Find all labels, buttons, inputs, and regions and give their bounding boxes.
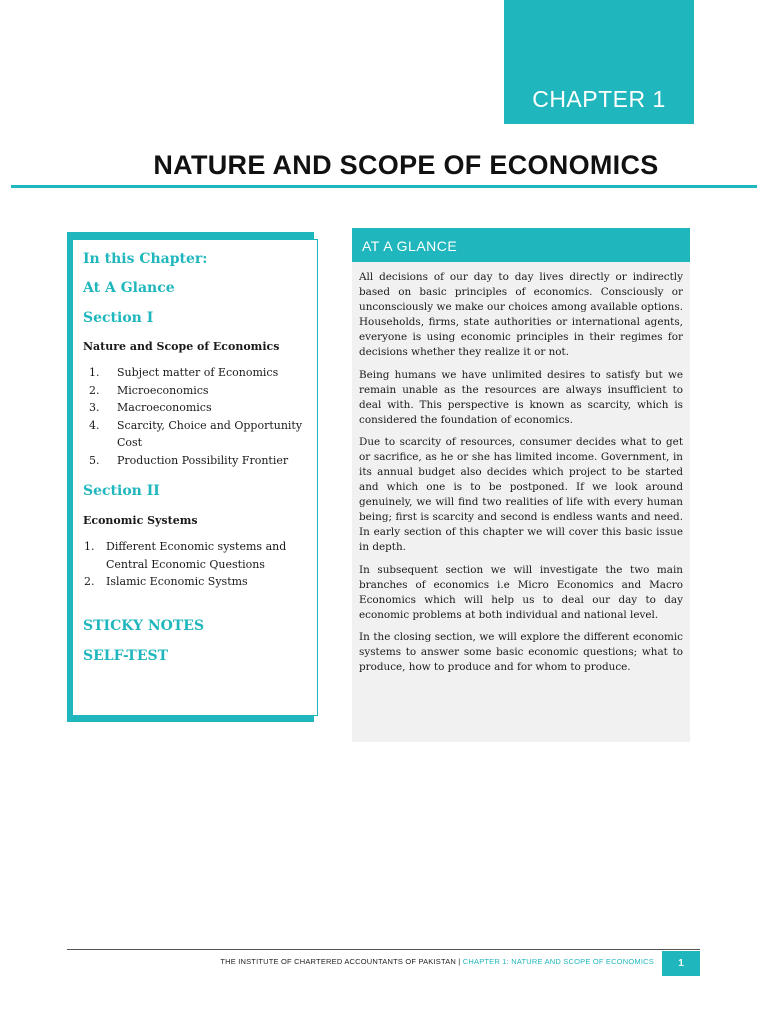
glance-paragraph: In subsequent section we will investigate the two main branches of economics i.e Micro Economics and Macro Economics which will help us to deal our day to day economic problems at both individual and national level. [359,563,683,621]
item-number: 2. [89,383,100,397]
list-item[interactable] [84,538,314,573]
title-divider [11,185,757,188]
footer-chapter-ref: CHAPTER 1: NATURE AND SCOPE OF ECONOMICS [462,957,654,966]
glance-paragraph: All decisions of our day to day lives directly or indirectly based on basic principles of economics. Consciously or unconsciously we make our choices among available options. Households, firms, state authorities or international agents, everyone is using economic principles in their regimes for decisions whether they realize it or not. [359,271,683,358]
contents-section-2[interactable]: Section II [83,483,160,499]
item-number: 2. [84,575,95,588]
list-item[interactable] [84,573,314,591]
section-2-list [84,538,314,591]
item-label: Macroeconomics [117,401,212,414]
chapter-title: NATURE AND SCOPE OF ECONOMICS [153,150,659,180]
at-a-glance-header [352,228,690,262]
list-item[interactable] [89,417,309,452]
item-label: Islamic Economic Systms [106,575,248,588]
glance-paragraph: Due to scarcity of resources, consumer decides what to get or sacrifice, as he or she has limited income. Government, in its annual budget also decides which project to be started and which one is to be postponed. If we look around genuinely, we will find two realities of life with every human being; first is scarcity and second is endless wants and need. In early section of this chapter we will cover this basic issue in depth. [359,436,683,553]
chapter-tab [504,0,694,124]
section-1-subheading: Nature and Scope of Economics [83,340,280,353]
list-item[interactable] [89,382,309,400]
item-number: 5. [89,453,100,467]
list-item[interactable] [89,399,309,417]
item-number: 4. [89,418,100,432]
section-2-subheading: Economic Systems [83,514,198,527]
page-number: 1 [662,951,700,976]
glance-paragraph: In the closing section, we will explore the different economic systems to answer some basic economic questions; what to produce, how to produce and for whom to produce. [359,631,683,673]
contents-self-test[interactable]: SELF-TEST [83,648,169,664]
item-label: Different Economic systems and [106,540,287,553]
footer-caption [220,957,654,966]
list-item[interactable] [89,452,309,470]
item-number: 1. [89,366,100,379]
contents-at-a-glance[interactable]: At A Glance [83,280,175,296]
contents-heading: In this Chapter: [83,251,208,267]
at-a-glance-body [359,270,683,683]
item-label-continued: Central Economic Questions [106,557,265,571]
glance-paragraph: Being humans we have unlimited desires to satisfy but we remain unable as the resources are always insufficient to deal with. This perspective is known as scarcity, which is considered the foundation of economics. [359,368,683,426]
list-item[interactable] [89,364,309,382]
chapter-label: CHAPTER 1 [532,86,666,112]
item-number: 1. [84,540,95,553]
contents-sticky-notes[interactable]: STICKY NOTES [83,618,205,634]
item-label: Subject matter of Economics [117,366,279,379]
footer-institute: THE INSTITUTE OF CHARTERED ACCOUNTANTS OF PAKISTAN | [220,957,461,966]
item-label: Scarcity, Choice and Opportunity [117,418,303,432]
item-number: 3. [89,401,100,414]
at-a-glance-heading: AT A GLANCE [362,238,458,254]
footer-divider [67,949,700,950]
section-1-list [89,364,309,469]
item-label: Microeconomics [117,383,209,397]
item-label: Production Possibility Frontier [117,453,289,467]
contents-section-1[interactable]: Section I [83,310,154,326]
item-label-continued: Cost [117,436,143,449]
